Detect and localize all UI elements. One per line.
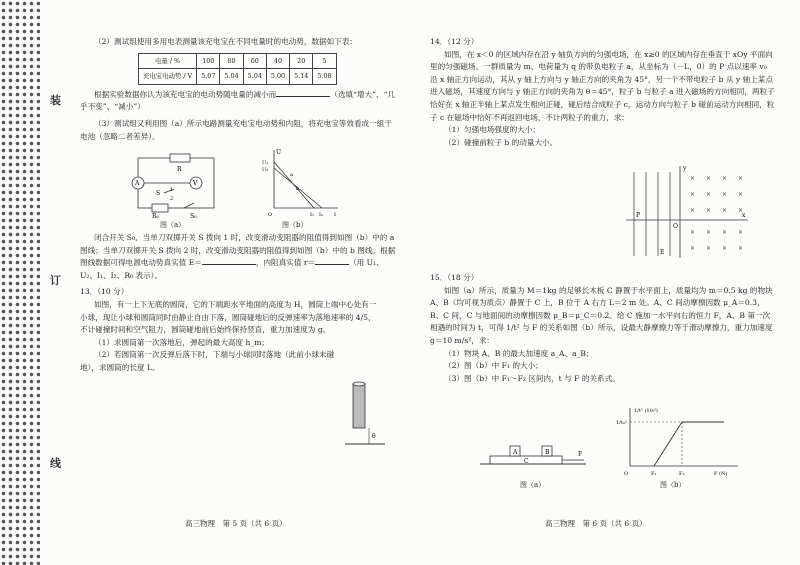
fig-b-caption: 图（b） — [282, 221, 308, 229]
svg-text:×: × — [690, 175, 696, 182]
table-cell: 5.04 — [243, 69, 266, 85]
circuit-diagram — [130, 148, 225, 218]
svg-text:×: × — [738, 175, 744, 182]
svg-text:×: × — [706, 229, 712, 236]
label-b0: 1/t₀² — [616, 420, 627, 426]
table-header: 电量 / % — [139, 53, 197, 69]
label-f2: F₂ — [679, 471, 685, 477]
q12-p3-text2: ，内阻真实值 r＝ — [255, 258, 316, 268]
label-v: V — [193, 180, 198, 187]
label-s: S — [156, 190, 161, 197]
table-cell: 5.07 — [197, 69, 220, 85]
q12-p2-line — [80, 89, 398, 114]
label-o: O — [624, 471, 629, 477]
left-column — [80, 36, 398, 143]
table-cell: 40 — [266, 53, 289, 69]
label-f1: F₁ — [651, 471, 657, 477]
svg-text:×: × — [706, 175, 712, 182]
cylinder — [353, 384, 365, 428]
right-column — [430, 36, 775, 149]
label-p: P — [636, 212, 641, 219]
label-f: F — [578, 451, 583, 458]
svg-text:×: × — [706, 245, 712, 252]
q12-p3-text3: （用 U₁、U₂、I₁、I₂、R₀ 表示）。 — [80, 258, 384, 280]
q12-part2: （2）测试组使用多用电表测量该充电宝在不同电量时的电动势，数据如下表： — [94, 37, 358, 46]
q14-sub2: （2）碰撞前粒子 b 的动量大小。 — [444, 137, 558, 147]
svg-text:×: × — [706, 191, 712, 198]
q15-sub2: （2）图（b）中 F₁ 的大小； — [444, 361, 543, 371]
label-one: 1 — [170, 187, 174, 193]
cylinder-figure — [345, 380, 385, 450]
magnetic-crosses — [690, 175, 743, 252]
label-u1: U₁ — [262, 160, 269, 166]
label-s0: S₀ — [190, 213, 197, 218]
emf-table — [138, 53, 337, 85]
label-f: F (N) — [714, 471, 728, 477]
svg-text:×: × — [706, 207, 712, 214]
q12-part3: （3）测试组又利用图（a）所示电路测量充电宝电动势和内阻，将充电宝等效看成一組干电池（忽略二者差异）。 — [80, 118, 392, 141]
svg-text:×: × — [722, 175, 728, 182]
svg-text:×: × — [690, 191, 696, 198]
label-i: I — [334, 212, 336, 218]
table-cell: 5.00 — [266, 69, 289, 85]
table-cell: 5.04 — [220, 69, 243, 85]
svg-text:×: × — [738, 207, 744, 214]
q12-p3-paragraph — [80, 232, 398, 282]
cylinder-top — [353, 382, 365, 386]
label-r0: R₀ — [152, 213, 159, 218]
q12-p2-options: （选填“增大”、“几乎不变”、“减小”） — [80, 89, 396, 112]
label-c: C — [524, 458, 529, 465]
svg-text:×: × — [690, 229, 696, 236]
graph-line — [654, 422, 724, 466]
label-yaxis: 1/t² (1/s²) — [634, 408, 658, 414]
right-column-lower — [430, 272, 775, 385]
label-b-line: b — [296, 186, 300, 192]
fig15b-caption: 图（b） — [660, 481, 686, 489]
label-theta: θ — [372, 433, 376, 440]
table-cell: 100 — [197, 53, 220, 69]
field-diagram — [620, 162, 750, 262]
svg-text:×: × — [722, 229, 728, 236]
label-i1: I₁ — [310, 212, 314, 218]
table-cell: 80 — [220, 53, 243, 69]
label-u: U — [276, 149, 282, 156]
svg-text:×: × — [738, 245, 744, 252]
q15-sub3: （3）图（b）中 F₁～F₂ 区间内，t 与 F 的关系式。 — [444, 373, 620, 383]
label-a-line: a — [290, 172, 293, 178]
left-column-lower — [80, 232, 398, 375]
svg-text:×: × — [738, 229, 744, 236]
table-row — [139, 53, 337, 69]
q12-p2-text: 根据实验数据你认为该充电宝的电动势随电量的减小而 — [94, 89, 277, 99]
fig15a-caption: 图（a） — [520, 481, 546, 489]
footer-page5: 高三物理 第 5 页（共 6 页） — [185, 519, 287, 528]
q14-sub1: （1）匀强电场强度的大小； — [444, 125, 540, 135]
label-a: A — [135, 180, 140, 187]
q14-text: 如图，在 x＜0 的区域内存在沿 y 轴负方向的匀强电场，在 x≥0 的区域内存在垂直于 xOy 平面向里的匀强磁场。一群质量为 m、电荷量为 q 的带负电粒子 a，从坐标为（－L，0）的 P 点以速率 v₀ 沿 x 轴正方向运动，其从 y 轴上方向与 y 轴正方向的夹角为 45°，另一个不带电粒子 b 从 y 轴上某点进入磁场，其速度方向与 y 轴正方向的夹角为 θ＝45°，粒子 b 与粒子 a 进入磁场的方向相同，两粒子恰好在 x 轴正半轴上某点发生相向正碰，碰后结合成粒子 c，运动方向与粒子 b 碰前运动方向相同，粒子 c 在磁场中恰好不再返回电场，不计两粒子的重力，求： — [430, 49, 775, 122]
svg-text:×: × — [738, 191, 744, 198]
side-label-ding: 订 — [50, 274, 61, 287]
q15-text: 如图（a）所示，质量为 M＝1kg 的足够长木板 C 静置于水平面上，质量均为 m＝0.5 kg 的物块 A、B（均可视为质点）静置于 C 上，B 位于 A 右方 L＝2 m 处。A、C 间动摩擦因数 μ_A＝0.3，B、C 间，C 与地面间的动摩擦因数 μ_B＝μ_C＝0.2。给 C 施加一水平向右的恒力 F，A、B 第一次相遇的时间为 t，可得 1/t² 与 F 的关系如图（b）所示，设最大静摩擦力等于滑动摩擦力，重力加速度 g＝10 m/s²，求： — [430, 285, 773, 345]
label-i2: I₂ — [319, 212, 323, 218]
label-y: y — [683, 165, 687, 172]
answer-blank[interactable] — [202, 257, 256, 265]
table-row — [139, 69, 337, 85]
label-two: 2 — [170, 196, 174, 202]
label-u2: U₂ — [262, 167, 269, 173]
q13-sub2: （2）若圆筒第一次反弹后落下时，下端与小球同时落地（此前小球未碰地），求圆筒的长度 L。 — [80, 350, 335, 372]
binding-strip — [0, 0, 40, 565]
switch-s0 — [184, 203, 194, 208]
side-label-zhuang: 装 — [50, 94, 61, 107]
answer-blank[interactable] — [315, 257, 349, 265]
table-cell: 5 — [313, 53, 336, 69]
label-r: R — [177, 166, 182, 173]
table-cell: 60 — [243, 53, 266, 69]
fig-a-caption: 图（a） — [160, 221, 186, 229]
svg-text:×: × — [722, 191, 728, 198]
label-a: A — [513, 449, 518, 456]
resistor-r — [170, 154, 190, 162]
q15-sub1: （1）物块 A、B 的最大加速度 a_A、a_B； — [444, 348, 594, 358]
q14-header: 14．（12 分） — [430, 37, 479, 46]
f-graph — [614, 404, 744, 478]
label-x: x — [742, 212, 746, 219]
q12-p3-text1: 闭合开关 S₀，当单刀双掷开关 S 拨向 1 时，改变滑动变阻器的阻值得到如图（b）中的 a 图线；当单刀双掷开关 S 拨向 2 时，改变滑动变阻器的阻值得到如图（b）中的 b 图线。根据图线数据可得电源电动势真实值 E＝ — [80, 233, 396, 268]
svg-text:×: × — [690, 245, 696, 252]
label-o: O — [673, 223, 678, 230]
label-b: B — [545, 449, 550, 456]
q13-header: 13．（10 分） — [80, 287, 129, 297]
table-header: 充电宝电动势 / V — [139, 69, 197, 85]
label-e: E — [660, 249, 665, 256]
ui-graph — [262, 146, 342, 218]
footer-page6: 高三物理 第 6 页（共 6 页） — [545, 519, 647, 528]
resistor-r0 — [152, 204, 168, 212]
side-label-xian: 线 — [50, 457, 61, 470]
q13-sub1: （1）求圆筒第一次落地后，弹起的最大高度 h_m； — [94, 337, 270, 347]
table-cell: 5.14 — [290, 69, 313, 85]
svg-text:×: × — [690, 207, 696, 214]
svg-text:×: × — [722, 207, 728, 214]
answer-blank[interactable] — [276, 89, 330, 97]
q15-header: 15．（18 分） — [430, 273, 479, 282]
table-cell: 5.08 — [313, 69, 336, 85]
blocks-figure — [480, 436, 590, 476]
table-cell: 20 — [290, 53, 313, 69]
label-o: O — [268, 212, 273, 218]
q13-text: 如图，有一上下无底的圆筒，它的下端距水平地面的高度为 H，圆筒上端中心处有一小球，现让小球和圆筒同时由静止自由下落，圆筒碰地后的反弹速率为落地速率的 4/5，不计碰撞时间和空气阻力，圆筒碰地前后始终保持竖直，重力加速度为 g。 — [80, 299, 377, 335]
svg-text:×: × — [722, 245, 728, 252]
